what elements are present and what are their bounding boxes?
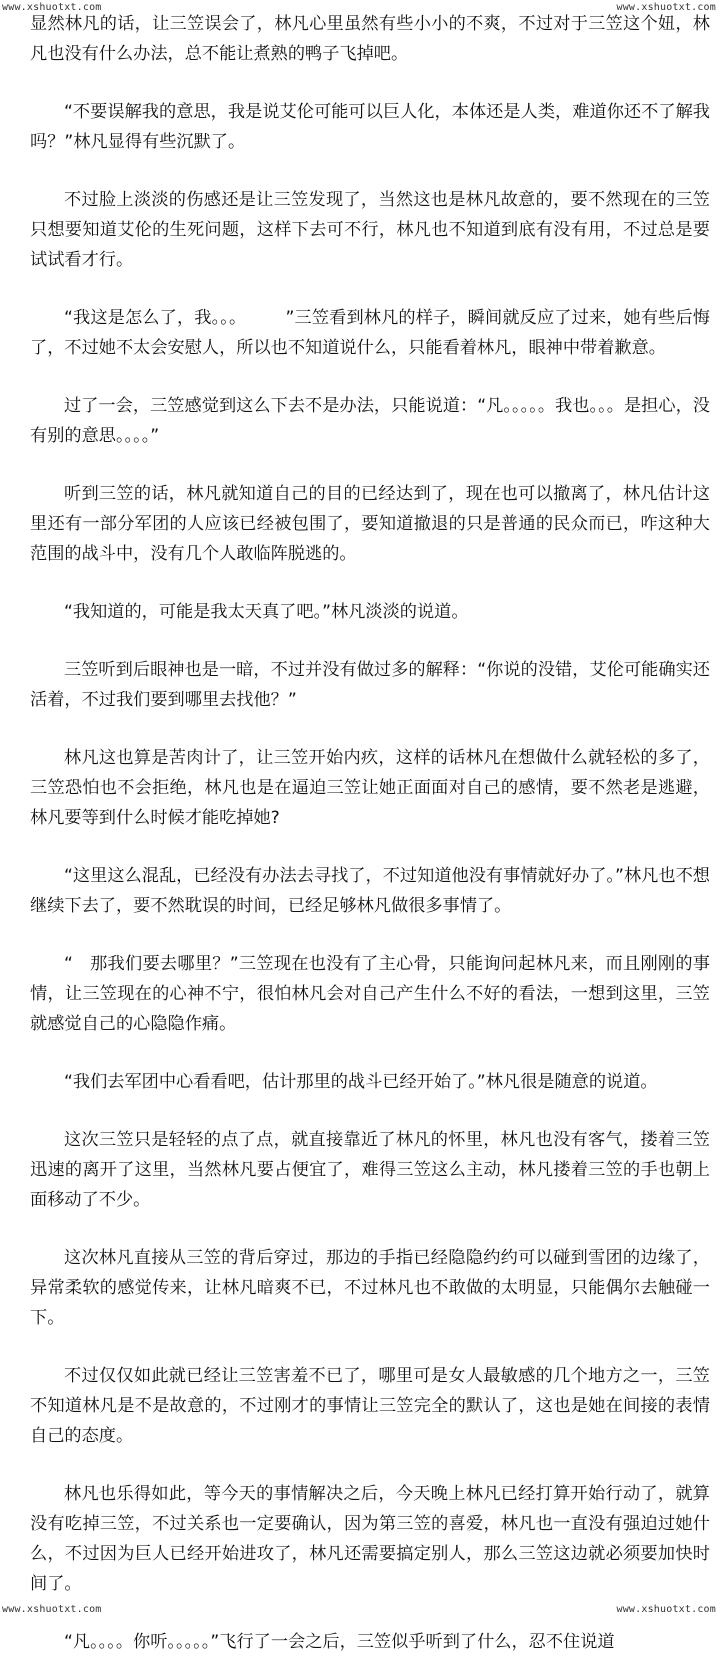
watermark-bottom-right: www.xshuotxt.com — [616, 1604, 716, 1615]
novel-page — [30, 0, 710, 1657]
watermark-top-left: www.xshuotxt.com — [2, 2, 102, 13]
paragraph: 三笠听到后眼神也是一暗，不过并没有做过多的解释：“你说的没错，艾伦可能确实还活着，不过我们要到哪里去找他？” — [30, 660, 710, 710]
watermark-bottom-left: www.xshuotxt.com — [2, 1604, 102, 1615]
paragraph: 这次三笠只是轻轻的点了点，就直接靠近了林凡的怀里，林凡也没有客气，搂着三笠迅速的离开了这里，当然林凡要占便宜了，难得三笠这么主动，林凡搂着三笠的手也朝上面移动了不少。 — [30, 1130, 710, 1210]
paragraph: “不要误解我的意思，我是说艾伦可能可以巨人化，本体还是人类，难道你还不了解我吗？”林凡显得有些沉默了。 — [30, 102, 710, 152]
paragraph: “凡。。。。你听。。。。。”飞行了一会之后，三笠似乎听到了什么，忍不住说道 — [64, 1632, 615, 1652]
paragraph: 林凡这也算是苦肉计了，让三笠开始内疚，这样的话林凡在想做什么就轻松的多了，三笠恐怕也不会拒绝，林凡也是在逼迫三笠让她正面面对自己的感情，要不然老是逃避，林凡要等到什么时候才能吃掉她? — [30, 748, 710, 828]
paragraph: 这次林凡直接从三笠的背后穿过，那边的手指已经隐隐约约可以碰到雪团的边缘了，异常柔软的感觉传来，让林凡暗爽不已，不过林凡也不敢做的太明显，只能偶尔去触碰一下。 — [30, 1248, 710, 1328]
paragraph: “我们去军团中心看看吧，估计那里的战斗已经开始了。”林凡很是随意的说道。 — [64, 1072, 658, 1092]
paragraph: 不过仅仅如此就已经让三笠害羞不已了，哪里可是女人最敏感的几个地方之一，三笠不知道林凡是不是故意的，不过刚才的事情让三笠完全的默认了，这也是她在间接的表情自己的态度。 — [30, 1366, 710, 1446]
paragraph: “我这是怎么了，我。。。 ”三笠看到林凡的样子，瞬间就反应了过来，她有些后悔了，不过她不太会安慰人，所以也不知道说什么，只能看着林凡，眼神中带着歉意。 — [30, 308, 710, 358]
watermark-top-right: www.xshuotxt.com — [616, 2, 716, 13]
paragraph: “我知道的，可能是我太天真了吧。”林凡淡淡的说道。 — [64, 602, 469, 622]
paragraph: “这里这么混乱，已经没有办法去寻找了，不过知道他没有事情就好办了。”林凡也不想继续下去了，要不然耽误的时间，已经足够林凡做很多事情了。 — [30, 866, 710, 916]
paragraph: 听到三笠的话，林凡就知道自己的目的已经达到了，现在也可以撤离了，林凡估计这里还有一部分军团的人应该已经被包围了，要知道撤退的只是普通的民众而已，咋这种大范围的战斗中，没有几个人敢临阵脱逃的。 — [30, 484, 710, 564]
paragraph: 过了一会，三笠感觉到这么下去不是办法，只能说道：“凡。。。。。我也。。。是担心，没有别的意思。。。。” — [30, 396, 710, 446]
paragraph: 不过脸上淡淡的伤感还是让三笠发现了，当然这也是林凡故意的，要不然现在的三笠只想要知道艾伦的生死问题，这样下去可不行，林凡也不知道到底有没有用，不过总是要试试看才行。 — [30, 190, 710, 270]
paragraph: 显然林凡的话，让三笠误会了，林凡心里虽然有些小小的不爽，不过对于三笠这个妞，林凡也没有什么办法，总不能让煮熟的鸭子飞掉吧。 — [30, 14, 710, 64]
paragraph: 林凡也乐得如此，等今天的事情解决之后，今天晚上林凡已经打算开始行动了，就算没有吃掉三笠，不过关系也一定要确认，因为第三笠的喜爱，林凡也一直没有强迫过她什么，不过因为巨人已经开始进攻了，林凡还需要搞定别人，那么三笠这边就必须要加快时间了。 — [30, 1484, 710, 1594]
paragraph: “ 那我们要去哪里？”三笠现在也没有了主心骨，只能询问起林凡来，而且刚刚的事情，让三笠现在的心神不宁，很怕林凡会对自己产生什么不好的看法，一想到这里，三笠就感觉自己的心隐隐作痛。 — [30, 954, 710, 1034]
